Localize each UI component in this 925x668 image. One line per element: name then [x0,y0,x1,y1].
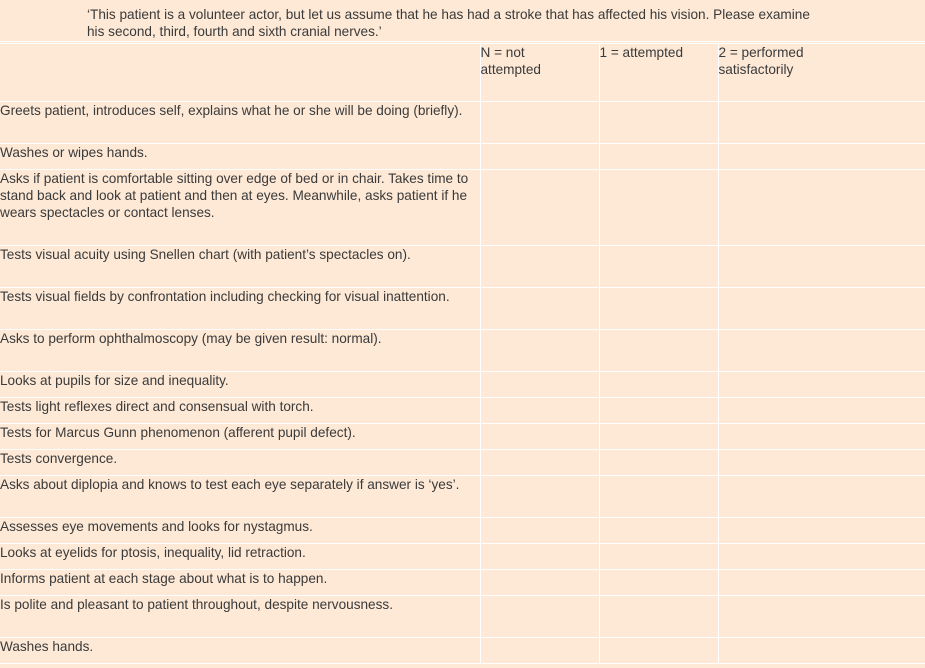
column-header-performed-satisfactorily: 2 = performed satisfactorily [718,44,925,102]
score-cell-n[interactable] [480,170,599,246]
score-cell-n[interactable] [480,570,599,596]
table-row [0,398,925,424]
scenario-instruction [0,0,925,42]
score-cell-2[interactable] [718,518,925,544]
table-row [0,544,925,570]
score-cell-n[interactable] [480,330,599,372]
score-cell-2[interactable] [718,596,925,638]
task-cell: Tests for Marcus Gunn phenomenon (afferent pupil defect). [0,424,480,450]
score-cell-2[interactable] [718,102,925,144]
score-cell-2[interactable] [718,246,925,288]
task-column-header [0,44,480,102]
column-header-not-attempted: N = not attempted [480,44,599,102]
task-cell: Looks at pupils for size and inequality. [0,372,480,398]
score-cell-1[interactable] [599,638,718,664]
score-cell-2[interactable] [718,544,925,570]
score-cell-n[interactable] [480,288,599,330]
task-cell: Tests convergence. [0,450,480,476]
score-cell-1[interactable] [599,570,718,596]
table-row [0,144,925,170]
score-cell-n[interactable] [480,398,599,424]
score-cell-2[interactable] [718,170,925,246]
score-cell-n[interactable] [480,424,599,450]
table-row [0,424,925,450]
task-cell: Tests visual acuity using Snellen chart (with patient’s spectacles on). [0,246,480,288]
table-row [0,246,925,288]
table-row [0,102,925,144]
score-cell-1[interactable] [599,170,718,246]
score-cell-2[interactable] [718,476,925,518]
task-cell: Is polite and pleasant to patient throughout, despite nervousness. [0,596,480,638]
task-cell: Assesses eye movements and looks for nystagmus. [0,518,480,544]
score-cell-n[interactable] [480,518,599,544]
task-cell: Looks at eyelids for ptosis, inequality, lid retraction. [0,544,480,570]
table-row [0,476,925,518]
header-row [0,44,925,102]
score-cell-1[interactable] [599,102,718,144]
score-cell-1[interactable] [599,288,718,330]
assessment-table [0,43,925,664]
score-cell-1[interactable] [599,144,718,170]
score-cell-2[interactable] [718,638,925,664]
task-cell: Asks about diplopia and knows to test each eye separately if answer is ‘yes’. [0,476,480,518]
score-cell-2[interactable] [718,330,925,372]
task-cell: Washes hands. [0,638,480,664]
score-cell-2[interactable] [718,424,925,450]
table-row [0,288,925,330]
score-cell-2[interactable] [718,288,925,330]
score-cell-n[interactable] [480,102,599,144]
table-row [0,372,925,398]
score-cell-2[interactable] [718,570,925,596]
task-cell: Asks to perform ophthalmoscopy (may be given result: normal). [0,330,480,372]
table-row [0,570,925,596]
score-cell-1[interactable] [599,544,718,570]
table-row [0,330,925,372]
score-cell-1[interactable] [599,372,718,398]
score-cell-n[interactable] [480,372,599,398]
score-cell-1[interactable] [599,518,718,544]
score-cell-1[interactable] [599,330,718,372]
score-cell-n[interactable] [480,144,599,170]
scenario-text: ‘This patient is a volunteer actor, but let us assume that he has had a stroke that has affected his vision. Please examine his second, third, fourth and sixth cranial nerves.’ [87,7,810,39]
task-cell: Greets patient, introduces self, explains what he or she will be doing (briefly). [0,102,480,144]
task-cell: Asks if patient is comfortable sitting over edge of bed or in chair. Takes time to stand back and look at patient and then at eyes. Meanwhile, asks patient if he wears spectacles or contact lenses. [0,170,480,246]
score-cell-1[interactable] [599,476,718,518]
table-row [0,170,925,246]
table-row [0,596,925,638]
score-cell-n[interactable] [480,544,599,570]
score-cell-2[interactable] [718,450,925,476]
task-cell: Tests visual fields by confrontation including checking for visual inattention. [0,288,480,330]
score-cell-n[interactable] [480,246,599,288]
table-row [0,518,925,544]
score-cell-n[interactable] [480,476,599,518]
score-cell-1[interactable] [599,424,718,450]
task-cell: Informs patient at each stage about what is to happen. [0,570,480,596]
score-cell-2[interactable] [718,372,925,398]
score-cell-n[interactable] [480,450,599,476]
score-cell-1[interactable] [599,450,718,476]
column-header-attempted: 1 = attempted [599,44,718,102]
score-cell-2[interactable] [718,144,925,170]
score-cell-n[interactable] [480,638,599,664]
task-cell: Washes or wipes hands. [0,144,480,170]
score-cell-1[interactable] [599,398,718,424]
task-cell: Tests light reflexes direct and consensual with torch. [0,398,480,424]
table-row [0,450,925,476]
score-cell-2[interactable] [718,398,925,424]
score-cell-n[interactable] [480,596,599,638]
score-cell-1[interactable] [599,246,718,288]
table-row [0,638,925,664]
score-cell-1[interactable] [599,596,718,638]
